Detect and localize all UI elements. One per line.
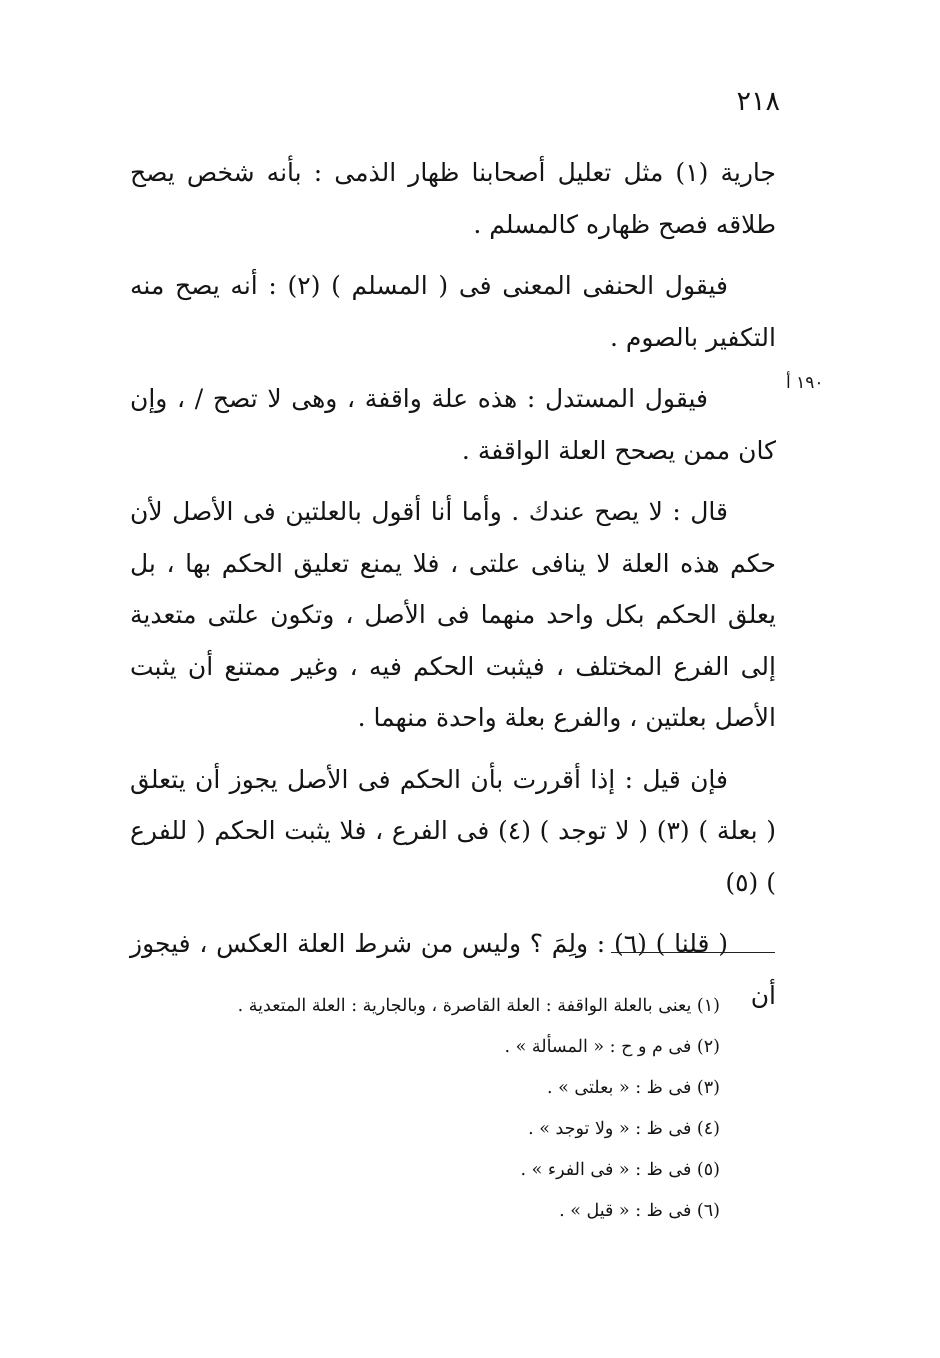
paragraph: ( قلنا ) (٦) : ولِمَ ؟ وليس من شرط العلة العكس ، فيجوز أن	[130, 929, 776, 1010]
footnote: (٦) فى ظ : « قيل » .	[559, 1201, 720, 1221]
paragraph: فيقول المستدل : هذه علة واقفة ، وهى لا تصح / ، وإن كان ممن يصحح العلة الواقفة .	[130, 384, 776, 465]
paragraph: فيقول الحنفى المعنى فى ( المسلم ) (٢) : أنه يصح منه التكفير بالصوم .	[130, 271, 776, 352]
footnote: (١) يعنى بالعلة الواقفة : العلة القاصرة ، وبالجارية : العلة المتعدية .	[237, 996, 720, 1016]
main-text	[130, 147, 776, 1031]
paragraph: جارية (١) مثل تعليل أصحابنا ظهار الذمى : بأنه شخص يصح طلاقه فصح ظهاره كالمسلم .	[130, 158, 776, 239]
margin-folio-note: ١٩٠ أ	[786, 373, 824, 393]
footnotes	[140, 986, 720, 1232]
page-number: ٢١٨	[736, 86, 780, 117]
paragraph: قال : لا يصح عندك . وأما أنا أقول بالعلتين فى الأصل لأن حكم هذه العلة لا ينافى علتى ، فلا يمنع تعليق الحكم بها ، بل يعلق الحكم بكل واحد منهما فى الأصل ، وتكون علتى متعدية إلى الفرع المختلف ، فيثبت الحكم فيه ، وغير ممتنع أن يثبت الأصل بعلتين ، والفرع بعلة واحدة منهما .	[130, 497, 776, 732]
footnote: (٥) فى ظ : « فى الفرء » .	[520, 1160, 720, 1180]
footnote: (٤) فى ظ : « ولا توجد » .	[528, 1119, 720, 1139]
footnote: (٣) فى ظ : « بعلتى » .	[547, 1078, 720, 1098]
footnote: (٢) فى م و ح : « المسألة » .	[504, 1037, 720, 1057]
footnote-separator	[611, 952, 775, 953]
paragraph: فإن قيل : إذا أقررت بأن الحكم فى الأصل يجوز أن يتعلق ( بعلة ) (٣) ( لا توجد ) (٤) فى الفرع ، فلا يثبت الحكم ( للفرع ) (٥)	[130, 764, 776, 897]
